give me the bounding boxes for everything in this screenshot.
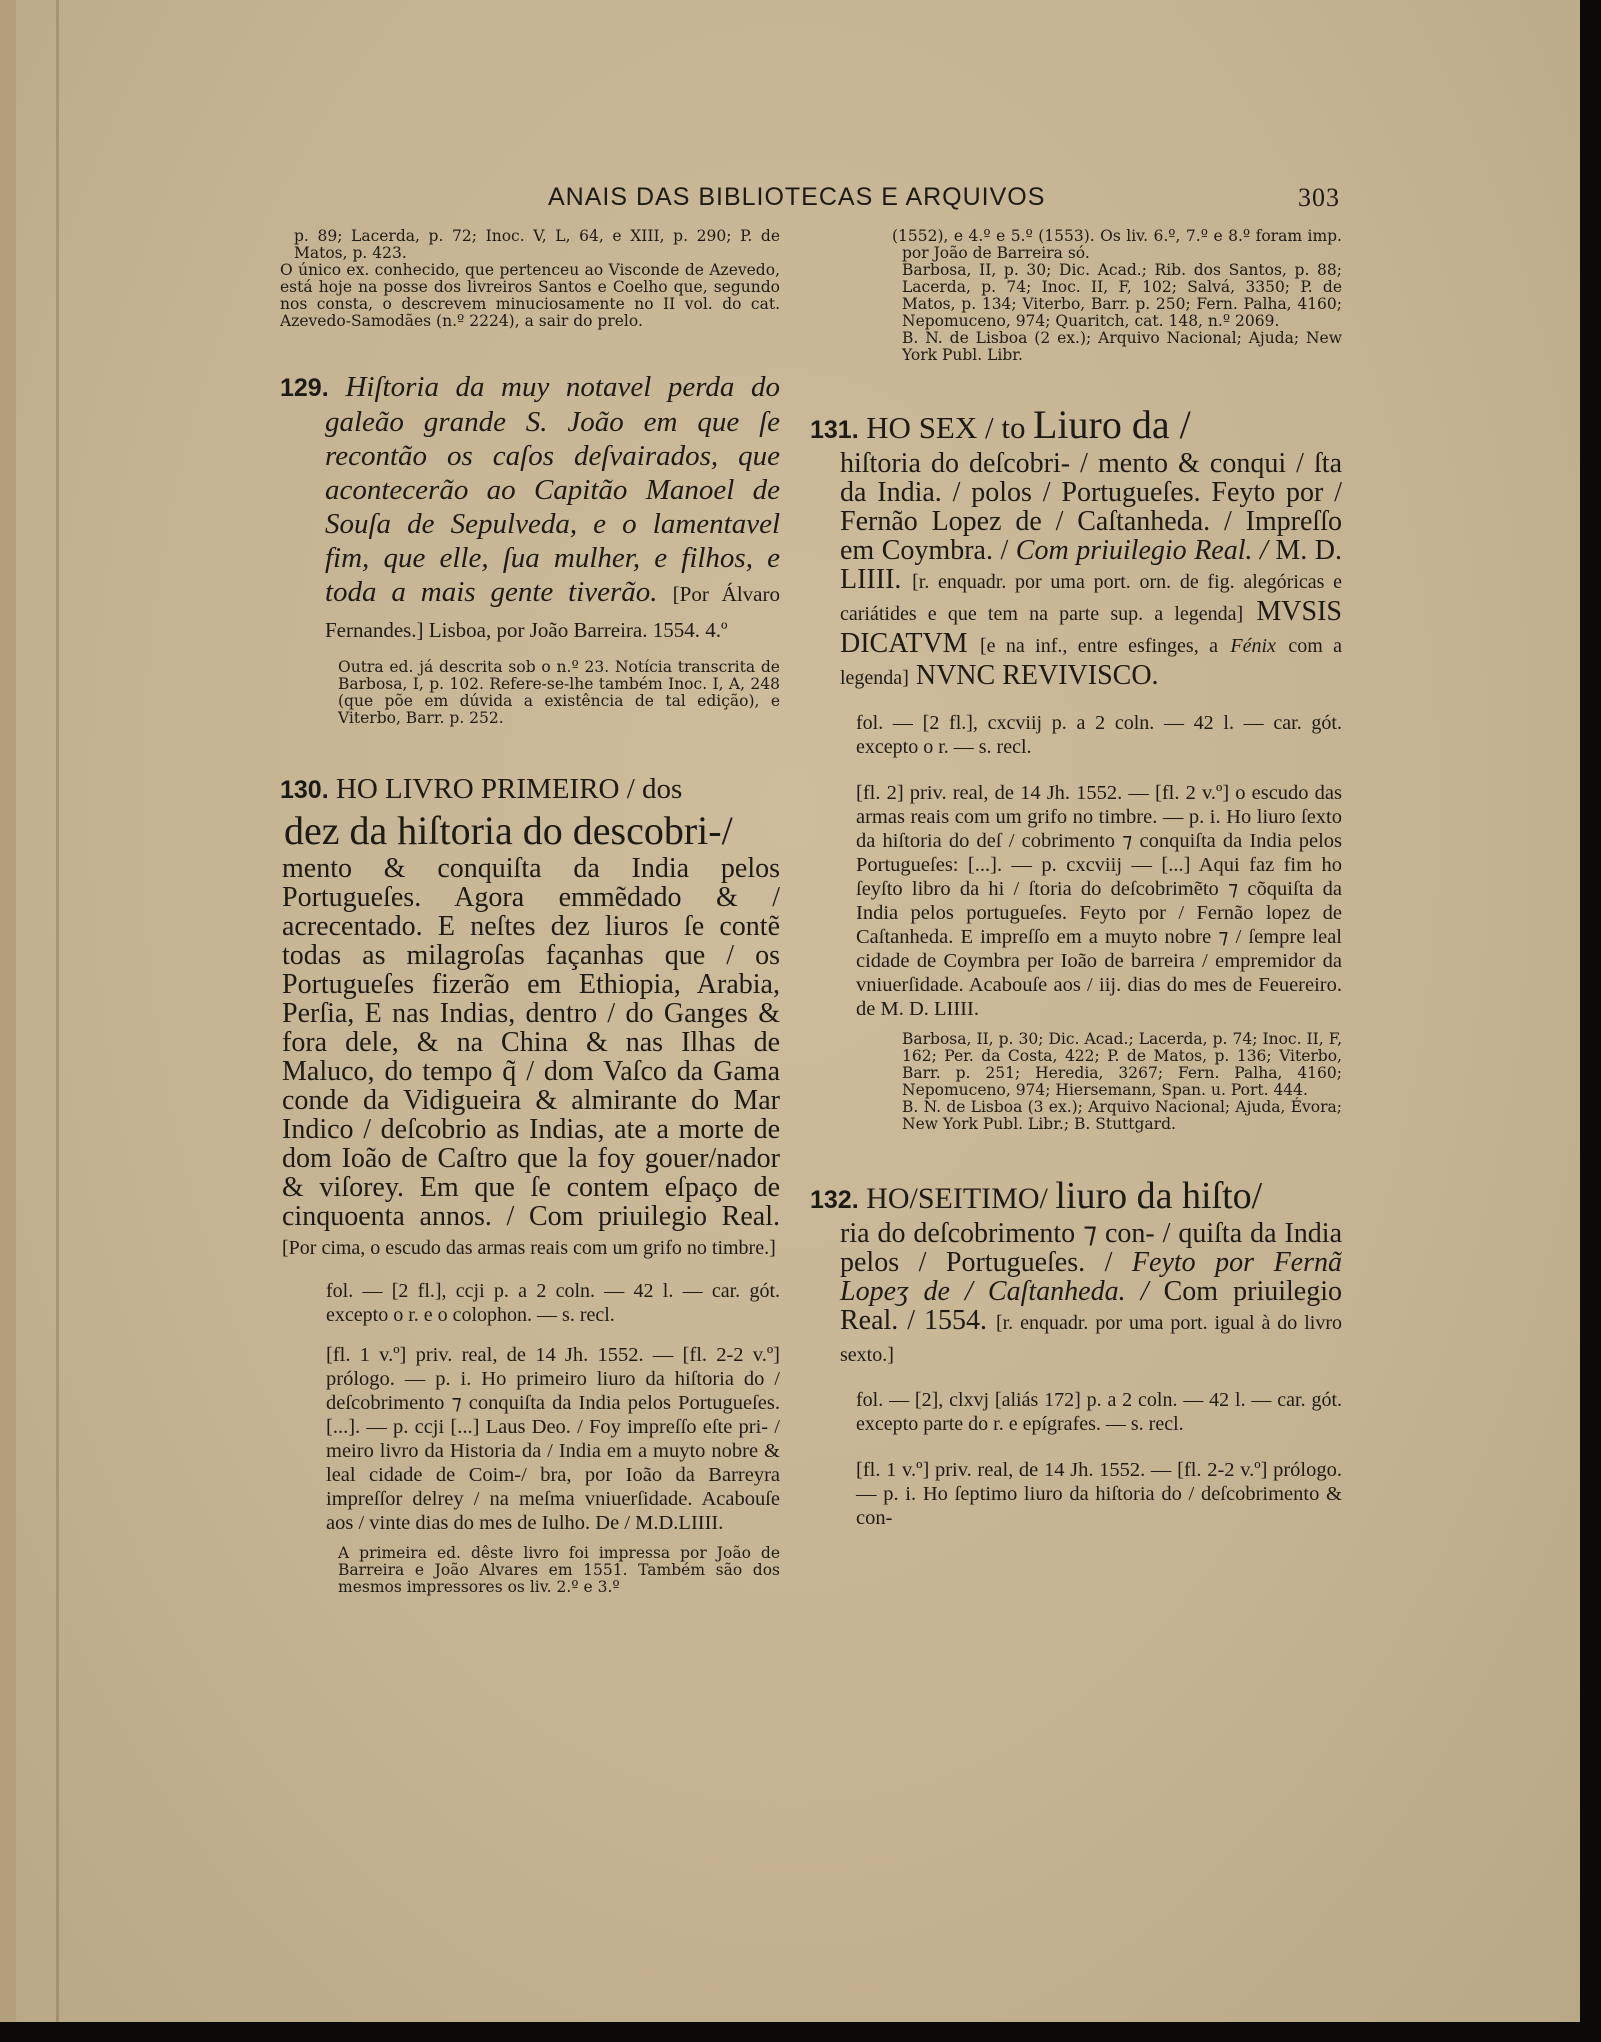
continuation-note: O único ex. conhecido, que pertenceu ao Visconde de Azevedo, está hoje na posse dos livreiros Santos e Coelho que, segundo nos consta, o descrevem minuciosamente no II vol. do cat. Azevedo-Samodães (n.º 2224), a sair do prelo.: [280, 261, 780, 330]
title-tail-text: M. D. LIIII.: [840, 535, 1342, 595]
right-column: [810, 228, 1342, 1530]
title-rest-text: mento & conquiſta da India pelos Portugueſes. Agora emmẽdado & / acrecentado. E neſtes dez liuros ſe contẽ todas as milagroſas façanhas que / os Portugueſes fizerão em Ethiopia, Arabia, Perſia, E nas Indias, dentro / do Ganges & fora dele, & na China & nas Ilhas de Maluco, do tempo q̃ / dom Vaſco da Gama conde da Vidigueira & almirante do Mar Indico / deſcobrio as Indias, ate a morte de dom Ioão de Caſtro que la foy gouer/nador & viſorey. Em que ſe contem eſpaço de cinquoenta annos. / Com priuilegio Real.: [282, 853, 780, 1232]
entry-129: [280, 370, 780, 727]
entry-132-title-rest: [810, 1219, 1342, 1370]
entry-132-collation: fol. — [2], clxvj [aliás 172] p. a 2 coln. — 42 l. — car. gót. excepto parte do r. e epígrafes. — s. recl.: [856, 1389, 1342, 1435]
entry-131-copies: B. N. de Lisboa (3 ex.); Arquivo Nacional; Ajuda, Évora; New York Publ. Libr.; B. Stuttgard.: [902, 1098, 1342, 1133]
running-header: [280, 183, 1340, 217]
entry-131-bracket-a: [r. enquadr. por uma port. orn. de fig. alegóricas e cariátides e que tem na parte sup. a legenda]: [840, 571, 1343, 625]
entry-131-title-caps: HO SEX / to: [866, 410, 1026, 445]
entry-131-bracket-b: [e na inf., entre esfinges, a: [979, 635, 1218, 657]
entry-130-heading: [280, 771, 780, 808]
continuation-copies: B. N. de Lisboa (2 ex.); Arquivo Nacional; Ajuda; New York Publ. Libr.: [902, 329, 1342, 364]
entry-130-collation: fol. — [2 fl.], ccji p. a 2 coln. — 42 l. — car. gót. excepto o r. e o colophon. — s. recl.: [326, 1280, 780, 1326]
entry-132-title-large: liuro da hiſto/: [1055, 1175, 1263, 1217]
entry-129-note: Outra ed. já descrita sob o n.º 23. Notícia transcrita de Barbosa, I, p. 102. Refere-se-lhe também Inoc. I, A, 248 (que põe em dúvida a existência de tal edição), e Viterbo, Barr. p. 252.: [338, 658, 780, 727]
entry-number: 131.: [810, 416, 859, 444]
entry-131-description: [fl. 2] priv. real, de 14 Jh. 1552. — [fl. 2 v.º] o escudo das armas reais com um grifo no timbre. — p. i. Ho liuro ſexto da hiſtoria do deſ / cobrimento ⁊ conquiſta da India pelos Portugueſes: [...]. — p. cxcviij — [...] Aqui faz fim ho ſeyſto libro da hi / ſtoria do deſcobrimẽto ⁊ cõquiſta da India pelos portugueſes. Feyto por / Fernão lopez de Caſtanheda. E impreſſo em a muyto nobre ⁊ / ſempre leal cidade de Coymbra per Ioão de barreira / empremidor da vniuerſidade. Acabouſe aos / iij. dias do mes de Feuereiro. de M. D. LIIII.: [856, 782, 1342, 1020]
entry-132-bracket: [r. enquadr. por uma port. igual à do livro sexto.]: [840, 1312, 1343, 1366]
entry-131-title-rest: [810, 449, 1342, 693]
entry-132-title-caps: HO/SEITIMO/: [866, 1182, 1048, 1215]
entry-131-bracket-b-italic: Fénix: [1230, 635, 1276, 657]
page-fold-shadow: [56, 0, 59, 2022]
entry-130-title-large: [280, 808, 780, 854]
title-rest-text: ria do deſcobrimento ⁊ con- / quiſta da India pelos / Portugueſes. /: [840, 1218, 1342, 1278]
entry-131-bracket-b-end: com a legenda]: [840, 635, 1343, 689]
page-number: 303: [1298, 183, 1340, 212]
entry-132-heading: [810, 1177, 1342, 1219]
entry-129-title: Hiſtoria da muy notavel perda do galeão grande S. João em que ſe recontão os caſos deſvairados, que acontecerão ao Capitão Manoel de Souſa de Sepulveda, e o lamentavel fim, que elle, ſua mulher, e filhos, e toda a mais gente tiverão.: [325, 371, 780, 608]
left-column: [280, 228, 780, 1596]
entry-130: [280, 771, 780, 1596]
continuation-refs: Barbosa, II, p. 30; Dic. Acad.; Rib. dos Santos, p. 88; Lacerda, p. 74; Inoc. II, F, 102; Salvá, 3350; P. de Matos, p. 134; Viterbo, Barr. p. 250; Fern. Palha, 4160; Nepomuceno, 974; Quaritch, cat. 148, n.º 2069.: [902, 261, 1342, 330]
title-rest-text: hiſtoria do deſcobri- / mento & conqui / ſta da India. / polos / Portugueſes. Feyto por / Fernão Lopez de / Caſtanheda. / Impreſſo em Coymbra. /: [840, 448, 1342, 566]
entry-132-description: [fl. 1 v.º] priv. real, de 14 Jh. 1552. — [fl. 2-2 v.º] prólogo. — p. i. Ho ſeptimo liuro da hiſtoria do / deſcobrimento & con-: [856, 1459, 1342, 1529]
continuation-text: (1552), e 4.º e 5.º (1553). Os liv. 6.º, 7.º e 8.º foram imp. por João de Barreira só.: [892, 227, 1342, 262]
entry-131-refs: Barbosa, II, p. 30; Dic. Acad.; Lacerda, p. 74; Inoc. II, F, 162; Per. da Costa, 422; P. de Matos, p. 136; Viterbo, Barr. p. 251; Heredia, 3267; Fern. Palha, 4160; Nepomuceno, 974; Hiersemann, Span. u. Port. 444.: [902, 1030, 1342, 1099]
entry-129-heading: [280, 370, 780, 647]
entry-130-bracket: [Por cima, o escudo das armas reais com um grifo no timbre.]: [282, 1237, 776, 1259]
page-edge: [0, 0, 16, 2022]
entry-132: [810, 1177, 1342, 1530]
entry-131-title-large: Liuro da /: [1033, 402, 1191, 447]
title-tail-text: Com priuilegio Real. / 1554.: [840, 1276, 1343, 1336]
title-italic-text: Feyto por Fernã Lopeʒ de / Caſtanheda. /: [840, 1247, 1343, 1307]
entry-130-note: A primeira ed. dêste livro foi impressa por João de Barreira e João Alvares em 1551. Também são dos mesmos impressores os liv. 2.º e 3.º: [338, 1544, 780, 1596]
continuation-refs: p. 89; Lacerda, p. 72; Inoc. V, L, 64, e XIII, p. 290; P. de Matos, p. 423.: [294, 227, 780, 262]
entry-130-description: [fl. 1 v.º] priv. real, de 14 Jh. 1552. — [fl. 2-2 v.º] prólogo. — p. i. Ho primeiro liuro da hiſtoria do / deſcobrimento ⁊ conquiſta da India pelos Portugueſes. [...]. — p. ccji [...] Laus Deo. / Foy impreſſo eſte pri- / meiro livro da Historia da / India em a muyto nobre & leal cidade de Coim-/ bra, por Ioão da Barreyra impreſſor delrey / na meſma vniuerſidade. Acabouſe aos / vinte dias do mes de Iulho. De / M.D.LIIII.: [326, 1344, 780, 1534]
entry-131-heading: [810, 402, 1342, 449]
running-title: ANAIS DAS BIBLIOTECAS E ARQUIVOS: [548, 183, 1046, 211]
entry-129-imprint: [Por Álvaro Fernandes.] Lisboa, por João Barreira. 1554. 4.º: [325, 582, 780, 642]
entry-131: [810, 402, 1343, 1133]
title-large-text: dez da hiſtoria do descobri-/: [284, 808, 733, 853]
entry-131-motto-a: MVSIS DICATVM: [840, 596, 1342, 659]
entry-number: 129.: [280, 374, 329, 402]
title-italic-text: Com priuilegio Real. /: [1015, 535, 1268, 566]
entry-131-motto-b: NVNC REVIVISCO.: [915, 660, 1159, 691]
entry-number: 130.: [280, 776, 329, 804]
entry-130-title-rest: [280, 854, 780, 1263]
entry-131-collation: fol. — [2 fl.], cxcviij p. a 2 coln. — 42 l. — car. gót. excepto o r. — s. recl.: [856, 712, 1342, 758]
entry-130-title-caps: HO LIVRO PRIMEIRO / dos: [335, 773, 683, 805]
entry-number: 132.: [810, 1186, 859, 1214]
